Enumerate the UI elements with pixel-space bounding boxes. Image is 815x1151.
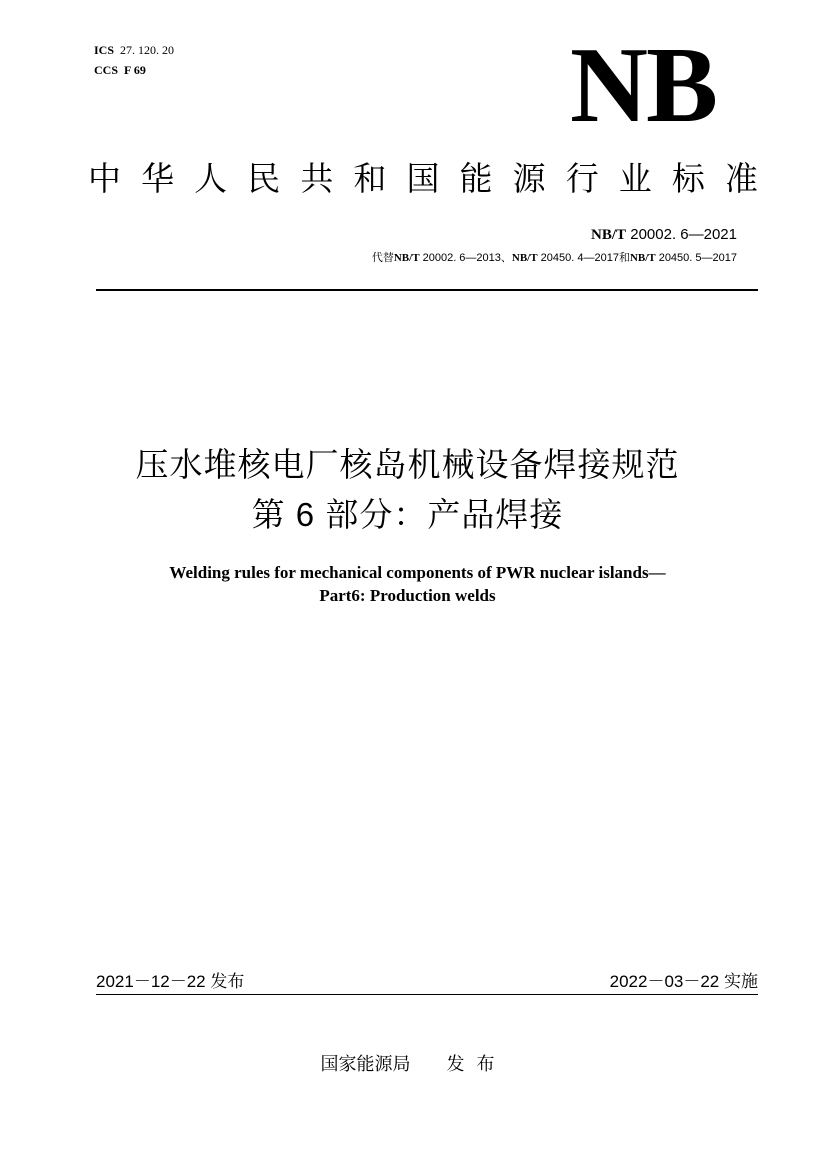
replaces-intro: 代替	[371, 252, 394, 264]
title-en-line1: Welding rules for mechanical components of PWR nuclear islands—	[169, 563, 666, 582]
implementation-date: 2022－03－22 实施	[609, 972, 758, 991]
issuer-action: 发	[446, 1054, 465, 1074]
replaces-prefix: NB/T	[629, 252, 656, 264]
issuer-line	[0, 1052, 815, 1076]
organization-char: 准	[724, 160, 758, 197]
standard-number-prefix: NB/T	[591, 227, 627, 243]
standard-number-value: 20002. 6—2021	[630, 226, 737, 243]
title-en-line2: Part6: Production welds	[319, 586, 496, 605]
issuer-action: 布	[476, 1054, 495, 1074]
ccs-label: CCS	[94, 63, 119, 77]
issuer-name: 国家能源局	[320, 1054, 411, 1074]
title-zh-line2: 第 6 部分：产品焊接	[251, 496, 564, 533]
standard-organization	[88, 157, 758, 201]
issue-date: 2021－12－22 发布	[96, 972, 245, 991]
replaces-value: 20450. 4—2017和	[537, 252, 630, 264]
organization-char: 共	[300, 160, 334, 197]
organization-char: 和	[353, 160, 387, 197]
replaces-value: 20450. 5—2017	[655, 252, 737, 264]
organization-char: 中	[88, 160, 121, 197]
ics-label: ICS	[94, 43, 115, 57]
organization-char: 人	[194, 160, 228, 197]
ccs-code	[94, 62, 146, 78]
standard-number	[591, 225, 737, 245]
ccs-value: F 69	[124, 63, 146, 77]
ics-code	[94, 42, 174, 58]
replaces-line	[372, 250, 737, 266]
organization-char: 行	[565, 160, 599, 197]
organization-char: 华	[141, 160, 175, 197]
bottom-divider	[96, 994, 758, 995]
organization-char: 能	[459, 160, 493, 197]
ics-value: 27. 120. 20	[120, 43, 175, 57]
organization-char: 民	[247, 160, 281, 197]
title-zh-line1: 压水堆核电厂核岛机械设备焊接规范	[135, 446, 680, 483]
organization-char: 源	[512, 160, 546, 197]
replaces-prefix: NB/T	[511, 252, 538, 264]
top-divider	[96, 289, 758, 291]
replaces-value: 20002. 6—2013、	[419, 252, 512, 264]
organization-char: 国	[406, 160, 440, 197]
replaces-prefix: NB/T	[393, 252, 420, 264]
nb-logo: NB	[570, 26, 717, 145]
organization-char: 标	[671, 160, 705, 197]
organization-char: 业	[618, 160, 652, 197]
